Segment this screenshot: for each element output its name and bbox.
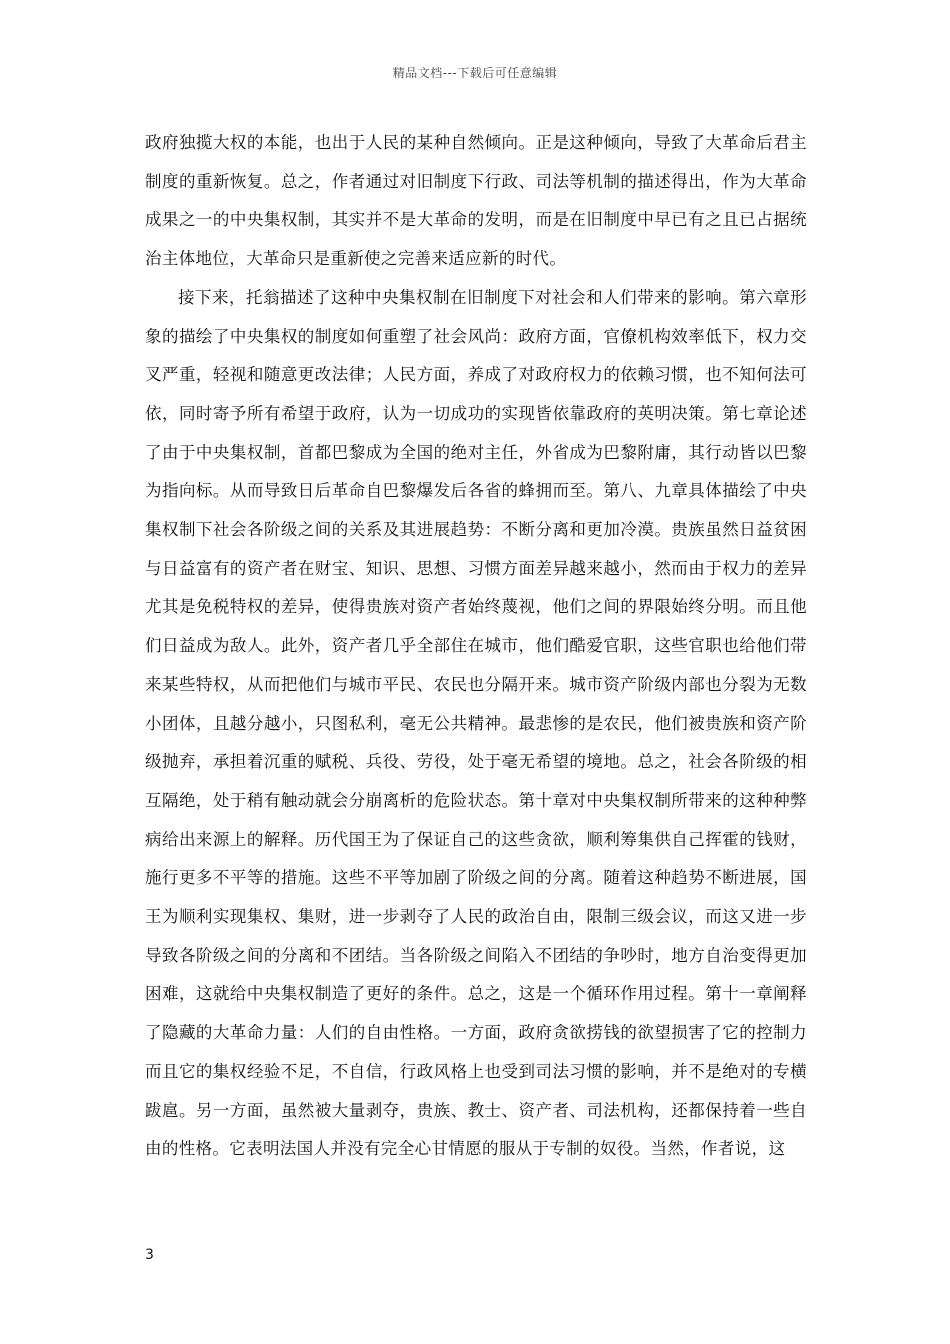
paragraph-main: 接下来，托翁描述了这种中央集权制在旧制度下对社会和人们带来的影响。第六章形象的描绘了中央集权的制度如何重塑了社会风尚：政府方面，官僚机构效率低下，权力交叉严重，轻视和随意更改法律；人民方面，养成了对政府权力的依赖习惯，也不知何法可依，同时寄予所有希望于政府，认为一切成功的实现皆依靠政府的英明决策。第七章论述了由于中央集权制，首都巴黎成为全国的绝对主任，外省成为巴黎附庸，其行动皆以巴黎为指向标。从而导致日后革命自巴黎爆发后各省的蜂拥而至。第八、九章具体描绘了中央集权制下社会各阶级之间的关系及其进展趋势：不断分离和更加冷漠。贵族虽然日益贫困与日益富有的资产者在财宝、知识、思想、习惯方面差异越来越小，然而由于权力的差异尤其是免税特权的差异，使得贵族对资产者始终蔑视，他们之间的界限始终分明。而且他们日益成为敌人。此外，资产者几乎全部住在城市，他们酷爱官职，这些官职也给他们带来某些特权，从而把他们与城市平民、农民也分隔开来。城市资产阶级内部也分裂为无数小团体，且越分越小，只图私利，毫无公共精神。最悲惨的是农民，他们被贵族和资产阶级抛弃，承担着沉重的赋税、兵役、劳役，处于毫无希望的境地。总之，社会各阶级的相互隔绝，处于稍有触动就会分崩离析的危险状态。第十章对中央集权制所带来的这种种弊病给出来源上的解释。历代国王为了保证自己的这些贪欲，顺利筹集供自己挥霍的钱财，施行更多不平等的措施。这些不平等加剧了阶级之间的分离。随着这种趋势不断进展，国王为顺利实现集权、集财，进一步剥夺了人民的政治自由，限制三级会议，而这又进一步导致各阶级之间的分离和不团结。当各阶级之间陷入不团结的争吵时，地方自治变得更加困难，这就给中央集权制造了更好的条件。总之，这是一个循环作用过程。第十一章阐释了隐藏的大革命力量：人们的自由性格。一方面，政府贪欲捞钱的欲望损害了它的控制力而且它的集权经验不足，不自信，行政风格上也受到司法习惯的影响，并不是绝对的专横跋扈。另一方面，虽然被大量剥夺，贵族、教士、资产者、司法机构，还都保持着一些自由的性格。它表明法国人并没有完全心甘情愿的服从于专制的奴役。当然，作者说，这 xyxy=(145,287,807,1159)
paragraph-continuation: 政府独揽大权的本能，也出于人民的某种自然倾向。正是这种倾向，导致了大革命后君主制度的重新恢复。总之，作者通过对旧制度下行政、司法等机制的描述得出，作为大革命成果之一的中央集权制，其实并不是大革命的发明，而是在旧制度中早已有之且已占据统治主体地位，大革命只是重新使之完善来适应新的时代。 xyxy=(145,133,807,269)
document-body xyxy=(145,124,807,1169)
page-header: 精品文档---下载后可任意编辑 xyxy=(392,66,558,80)
page-number: 3 xyxy=(145,1247,154,1263)
